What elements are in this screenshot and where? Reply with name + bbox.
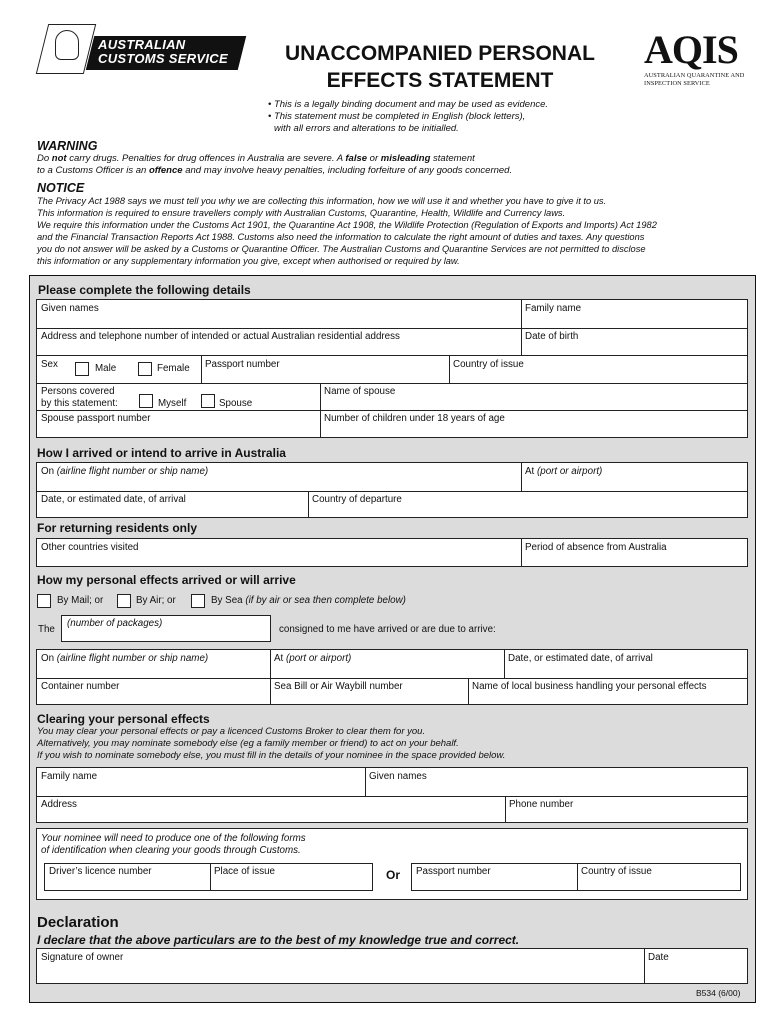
by-sea-label: By Sea (if by air or sea then complete below): [211, 595, 406, 606]
declaration-table: [36, 948, 748, 984]
licence-label: Driver’s licence number: [49, 866, 152, 877]
nominee-address-label: Address: [41, 799, 77, 810]
licence-place-field[interactable]: [211, 864, 372, 890]
shipment-at-label: At (port or airport): [274, 653, 352, 664]
nominee-id-note-2: of identification when clearing your goods through Customs.: [41, 845, 301, 856]
departure-field[interactable]: [309, 492, 748, 518]
family-name-label: Family name: [525, 303, 582, 314]
by-mail-label: By Mail; or: [57, 595, 104, 606]
myself-checkbox[interactable]: [139, 394, 153, 408]
notice-line: We require this information under the Customs Act 1901, the Quarantine Act 1908, the Wildlife Protection (Regulation of Exports and Imports) Act 1982: [37, 220, 657, 230]
spouse-name-label: Name of spouse: [324, 386, 396, 397]
nominee-passport-label: Passport number: [416, 866, 491, 877]
bullet-2: • This statement must be completed in English (block letters),: [268, 111, 526, 122]
shipment-flight-field[interactable]: [37, 650, 270, 678]
packages-field[interactable]: [61, 615, 271, 642]
declaration-heading: Declaration: [37, 914, 119, 931]
clearing-note: You may clear your personal effects or pay a licenced Customs Broker to clear them for you.: [37, 726, 426, 737]
given-names-label: Given names: [41, 303, 99, 314]
address-field[interactable]: [37, 329, 521, 356]
myself-label: Myself: [158, 398, 187, 409]
waybill-field[interactable]: [271, 679, 468, 705]
clearing-note: Alternatively, you may nominate somebody else (eg a family member or friend) to act on your behalf.: [37, 738, 459, 749]
licence-field[interactable]: [45, 864, 210, 890]
declaration-date-field[interactable]: [645, 949, 748, 983]
clearing-heading: Clearing your personal effects: [37, 712, 210, 726]
address-label: Address and telephone number of intended or actual Australian residential address: [41, 331, 400, 342]
passport-label: Passport number: [205, 359, 280, 370]
warning-line-1: Do not carry drugs. Penalties for drug offences in Australia are severe. A false or misleading statement: [37, 153, 475, 164]
nominee-phone-label: Phone number: [509, 799, 574, 810]
notice-line: and the Financial Transaction Reports Act 1988. Customs also need the information to calculate the right amount of duties and taxes. Any questions: [37, 232, 645, 242]
declaration-statement: I declare that the above particulars are to the best of my knowledge true and correct.: [37, 933, 520, 947]
by-sea-checkbox[interactable]: [191, 594, 205, 608]
notice-line: you do not answer will be asked by a Customs or Quarantine Officer. The Australian Customs and Quarantine Services are not permitted to disclose: [37, 244, 646, 254]
business-label: Name of local business handling your personal effects: [472, 681, 707, 692]
departure-label: Country of departure: [312, 494, 402, 505]
family-name-field[interactable]: [522, 300, 748, 328]
form-code: B534 (6/00): [696, 988, 741, 998]
arrival-heading: How I arrived or intend to arrive in Australia: [37, 446, 286, 460]
personal-details-table: [36, 299, 748, 438]
page-title: [268, 40, 612, 94]
passport-field[interactable]: [202, 356, 449, 383]
licence-table: [44, 863, 373, 891]
female-label: Female: [157, 363, 190, 374]
notice-heading: NOTICE: [37, 181, 85, 195]
arrival-date-field[interactable]: [37, 492, 308, 518]
spouse-label: Spouse: [219, 398, 253, 409]
the-label: The: [38, 624, 55, 635]
aqis-subtitle: AUSTRALIAN QUARANTINE AND INSPECTION SERVICE: [644, 72, 745, 87]
country-issue-label: Country of issue: [453, 359, 524, 370]
nominee-passport-field[interactable]: [412, 864, 577, 890]
persons-covered-label-1: Persons covered: [41, 386, 115, 397]
details-heading: Please complete the following details: [38, 283, 251, 297]
nominee-address-field[interactable]: [37, 797, 505, 823]
country-issue-field[interactable]: [450, 356, 748, 383]
waybill-label: Sea Bill or Air Waybill number: [274, 681, 403, 692]
passport-id-table: [411, 863, 741, 891]
title-line-2: EFFECTS STATEMENT: [326, 69, 554, 92]
arrival-date-label: Date, or estimated date, of arrival: [41, 494, 186, 505]
persons-covered-label-2: by this statement:: [41, 398, 118, 409]
arrival-on-label: On (airline flight number or ship name): [41, 466, 209, 477]
male-label: Male: [95, 363, 117, 374]
spouse-passport-field[interactable]: [37, 411, 320, 438]
clearing-note: If you wish to nominate somebody else, you must fill in the details of your nominee in the space provided below.: [37, 750, 506, 761]
packages-label: (number of packages): [67, 618, 163, 629]
customs-service-logo-text: [98, 38, 238, 66]
dob-label: Date of birth: [525, 331, 579, 342]
visited-label: Other countries visited: [41, 542, 139, 553]
legal-bullets: [268, 99, 598, 135]
absence-label: Period of absence from Australia: [525, 542, 667, 553]
warning-heading: WARNING: [37, 139, 98, 153]
clearing-notes: [37, 726, 737, 762]
warning-line-2: to a Customs Officer is an offence and may involve heavy penalties, including forfeiture of any goods concerned.: [37, 165, 513, 176]
female-checkbox[interactable]: [138, 362, 152, 376]
dob-field[interactable]: [522, 329, 748, 356]
notice-line: this information or any supplementary information you give, except when authorised or required by law.: [37, 256, 460, 266]
spouse-checkbox[interactable]: [201, 394, 215, 408]
warning-text: [37, 153, 757, 177]
nominee-id-note-1: Your nominee will need to produce one of the following forms: [41, 833, 306, 844]
spouse-name-field[interactable]: [321, 384, 748, 410]
agency-line-1: AUSTRALIAN: [98, 37, 186, 52]
arrival-at-label: At (port or airport): [525, 466, 603, 477]
agency-line-2: CUSTOMS SERVICE: [98, 51, 228, 66]
nominee-table: [36, 767, 748, 823]
children-label: Number of children under 18 years of age: [324, 413, 505, 424]
shipment-date-label: Date, or estimated date, of arrival: [508, 653, 653, 664]
bullet-3: with all errors and alterations to be initialled.: [274, 123, 459, 134]
by-air-label: By Air; or: [136, 595, 176, 606]
notice-line: This information is required to ensure travellers comply with Australian Customs, Quarantine, Health, Wildlife and Currency laws.: [37, 208, 566, 218]
identification-box: [36, 828, 748, 900]
shipment-on-label: On (airline flight number or ship name): [41, 653, 209, 664]
by-air-checkbox[interactable]: [117, 594, 131, 608]
nominee-family-label: Family name: [41, 771, 98, 782]
nominee-given-label: Given names: [369, 771, 427, 782]
spouse-passport-label: Spouse passport number: [41, 413, 151, 424]
arrival-table: [36, 462, 748, 518]
arrival-port-field[interactable]: [522, 463, 748, 491]
container-field[interactable]: [37, 679, 270, 705]
coat-of-arms-icon: [55, 30, 79, 60]
by-mail-checkbox[interactable]: [37, 594, 51, 608]
shipment-date-field[interactable]: [505, 650, 748, 678]
signature-label: Signature of owner: [41, 952, 124, 963]
licence-place-label: Place of issue: [214, 866, 275, 877]
container-label: Container number: [41, 681, 120, 692]
notice-line: The Privacy Act 1988 says we must tell you why we are collecting this information, how we will use it and whether you have to give it to us.: [37, 196, 607, 206]
nominee-given-field[interactable]: [366, 768, 748, 796]
absence-field[interactable]: [522, 539, 748, 566]
nominee-family-field[interactable]: [37, 768, 365, 796]
returning-table: [36, 538, 748, 567]
arrival-flight-field[interactable]: [37, 463, 521, 491]
title-line-1: UNACCOMPANIED PERSONAL: [285, 42, 595, 65]
shipment-table: [36, 649, 748, 705]
shipment-port-field[interactable]: [271, 650, 504, 678]
nominee-phone-field[interactable]: [506, 797, 748, 823]
date-label: Date: [648, 952, 669, 963]
signature-field[interactable]: [37, 949, 644, 983]
visited-field[interactable]: [37, 539, 521, 566]
notice-text: [37, 195, 762, 267]
consigned-label: consigned to me have arrived or are due to arrive:: [279, 624, 496, 635]
or-label: Or: [386, 868, 401, 882]
sex-label: Sex: [41, 359, 58, 370]
business-field[interactable]: [469, 679, 748, 705]
children-field[interactable]: [321, 411, 748, 438]
bullet-1: • This is a legally binding document and may be used as evidence.: [268, 99, 549, 110]
returning-heading: For returning residents only: [37, 521, 198, 535]
aqis-logo: AQIS: [644, 27, 738, 72]
nominee-country-field[interactable]: [578, 864, 740, 890]
effects-heading: How my personal effects arrived or will arrive: [37, 573, 296, 587]
given-names-field[interactable]: [37, 300, 521, 328]
male-checkbox[interactable]: [75, 362, 89, 376]
nominee-country-label: Country of issue: [581, 866, 652, 877]
